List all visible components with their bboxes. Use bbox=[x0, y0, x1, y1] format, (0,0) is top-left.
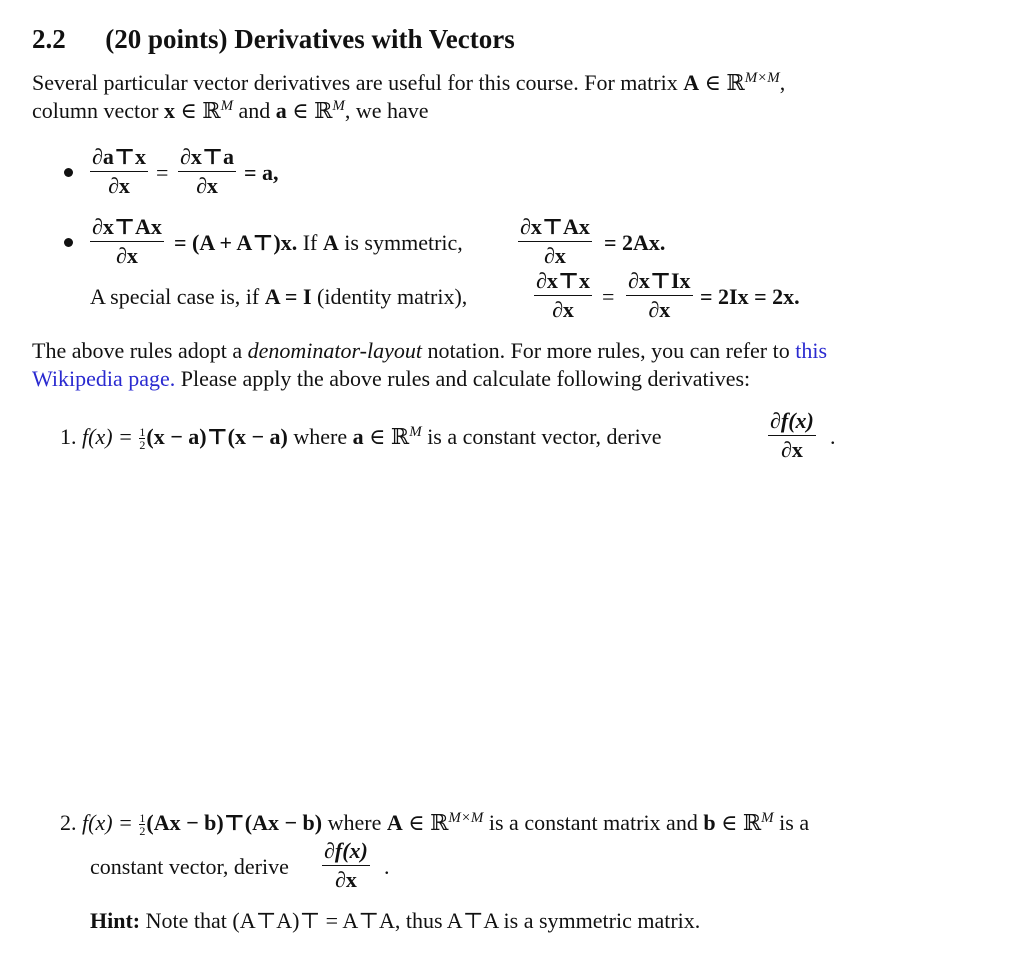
intro-text: Several particular vector derivatives are useful for this course. For matrix bbox=[32, 70, 678, 95]
problem-2-derivative bbox=[322, 840, 370, 891]
where-text: where bbox=[327, 810, 382, 835]
notation-text-3: Please apply the above rules and calculate following derivatives: bbox=[180, 366, 751, 391]
reals-symbol: ℝ bbox=[726, 70, 745, 95]
function-def: f(x) = bbox=[82, 424, 133, 449]
in-symbol: ∈ bbox=[704, 70, 721, 95]
comma: , bbox=[779, 70, 786, 95]
problem-text: is a constant vector, derive bbox=[427, 424, 662, 449]
where-text: where bbox=[293, 424, 348, 449]
frac-numerator: ∂x⊤Ax bbox=[520, 214, 590, 239]
function-expr: (Ax − b)⊤(Ax − b) bbox=[146, 810, 323, 835]
notation-line-2 bbox=[32, 368, 750, 390]
matrix-A: A bbox=[683, 70, 700, 95]
problem-1-derivative bbox=[768, 410, 816, 461]
rule2-frac bbox=[90, 216, 164, 267]
one-half bbox=[139, 812, 145, 837]
problem-1 bbox=[60, 423, 662, 453]
notation-text: The above rules adopt a bbox=[32, 338, 243, 363]
half-num: 1 bbox=[139, 425, 146, 440]
wikipedia-link-part-1[interactable]: this bbox=[795, 338, 828, 363]
frac-numerator: ∂x⊤Ax bbox=[92, 214, 162, 239]
reals-symbol: ℝ bbox=[390, 424, 410, 449]
frac-denominator: ∂x bbox=[116, 243, 138, 268]
rule2-rhs-sym: = 2Ax. bbox=[604, 230, 666, 255]
special-frac-2 bbox=[626, 270, 693, 321]
rule1-frac-right bbox=[178, 146, 236, 197]
rule2-rhs bbox=[174, 232, 463, 254]
reals-symbol: ℝ bbox=[314, 98, 333, 123]
frac-denominator: ∂x bbox=[552, 297, 574, 322]
frac-denominator: ∂x bbox=[780, 437, 803, 462]
special-text: A special case is, if bbox=[90, 284, 260, 309]
frac-denominator: ∂x bbox=[334, 867, 357, 892]
problem-number: 1. bbox=[60, 424, 77, 449]
frac-denominator: ∂x bbox=[544, 243, 566, 268]
special-equals: = bbox=[602, 284, 615, 309]
rule2-rhs-expr: = (A + A⊤)x. bbox=[174, 230, 298, 255]
half-den: 2 bbox=[139, 438, 146, 453]
frac-numerator: ∂x⊤Ix bbox=[628, 268, 691, 293]
rule1-result: = a, bbox=[244, 160, 279, 185]
in-symbol: ∈ bbox=[180, 98, 197, 123]
problem-2-line-2: constant vector, derive bbox=[90, 854, 289, 879]
intro-line-1 bbox=[32, 69, 786, 95]
problem-2-period: . bbox=[384, 854, 390, 879]
symmetric-text: is symmetric, bbox=[344, 230, 463, 255]
frac-numerator: ∂a⊤x bbox=[92, 144, 146, 169]
frac-numerator: ∂f(x) bbox=[324, 838, 368, 863]
hint bbox=[90, 910, 700, 932]
wikipedia-link-part-2[interactable]: Wikipedia page. bbox=[32, 366, 176, 391]
frac-numerator: ∂f(x) bbox=[770, 408, 814, 433]
rule2-frac-sym bbox=[518, 216, 592, 267]
dim-M: M bbox=[220, 97, 234, 114]
rule1-frac-left bbox=[90, 146, 148, 197]
matrix-A: A bbox=[322, 230, 339, 255]
hint-label: Hint: bbox=[90, 908, 141, 933]
notation-line-1 bbox=[32, 340, 827, 362]
if-text: If bbox=[302, 230, 318, 255]
dim-MxM: M×M bbox=[744, 69, 780, 86]
frac-numerator: ∂x⊤a bbox=[180, 144, 234, 169]
in-symbol: ∈ bbox=[408, 810, 425, 835]
vector-a: a bbox=[352, 424, 364, 449]
A-eq-I: A = I bbox=[264, 284, 312, 309]
is-a-text: is a bbox=[779, 810, 810, 835]
frac-denominator: ∂x bbox=[108, 173, 130, 198]
problem-text: is a constant matrix and bbox=[488, 810, 698, 835]
one-half bbox=[139, 426, 145, 451]
section-title: (20 points) Derivatives with Vectors bbox=[105, 24, 515, 54]
notation-text-2: notation. For more rules, you can refer to bbox=[427, 338, 790, 363]
matrix-A: A bbox=[386, 810, 403, 835]
intro-line-2 bbox=[32, 97, 429, 123]
reals-symbol: ℝ bbox=[742, 810, 762, 835]
bullet-2 bbox=[64, 238, 73, 247]
problem-2 bbox=[60, 809, 810, 839]
reals-symbol: ℝ bbox=[430, 810, 449, 835]
identity-text: (identity matrix), bbox=[317, 284, 468, 309]
dim-MxM: M×M bbox=[448, 809, 484, 826]
bullet-1 bbox=[64, 168, 73, 177]
frac-denominator: ∂x bbox=[196, 173, 218, 198]
function-expr: (x − a)⊤(x − a) bbox=[146, 424, 288, 449]
special-frac-1 bbox=[534, 270, 592, 321]
vector-x: x bbox=[163, 98, 175, 123]
intro-text-2: column vector bbox=[32, 98, 159, 123]
frac-denominator: ∂x bbox=[648, 297, 671, 322]
frac-numerator: ∂x⊤x bbox=[536, 268, 590, 293]
dim-M: M bbox=[332, 97, 345, 114]
special-rhs: = 2Ix = 2x. bbox=[700, 284, 800, 309]
in-symbol: ∈ bbox=[721, 810, 738, 835]
problem-number: 2. bbox=[60, 810, 77, 835]
vector-b: b bbox=[703, 810, 716, 835]
dim-M: M bbox=[761, 809, 774, 826]
hint-text: Note that (A⊤A)⊤ = A⊤A, thus A⊤A is a symmetric matrix. bbox=[145, 908, 701, 933]
reals-symbol: ℝ bbox=[202, 98, 221, 123]
we-have-text: , we have bbox=[344, 98, 429, 123]
section-number: 2.2 bbox=[32, 24, 66, 54]
half-den: 2 bbox=[139, 824, 146, 839]
in-symbol: ∈ bbox=[292, 98, 309, 123]
in-symbol: ∈ bbox=[369, 424, 386, 449]
problem-1-period: . bbox=[830, 424, 836, 449]
half-num: 1 bbox=[139, 811, 146, 826]
rule1-equals: = bbox=[156, 160, 169, 185]
and-text: and bbox=[238, 98, 271, 123]
dim-M: M bbox=[409, 423, 422, 440]
special-case-text bbox=[90, 286, 467, 308]
denominator-layout-term: denominator-layout bbox=[247, 338, 422, 363]
section-heading bbox=[32, 26, 515, 53]
vector-a: a bbox=[275, 98, 287, 123]
function-def: f(x) = bbox=[82, 810, 133, 835]
